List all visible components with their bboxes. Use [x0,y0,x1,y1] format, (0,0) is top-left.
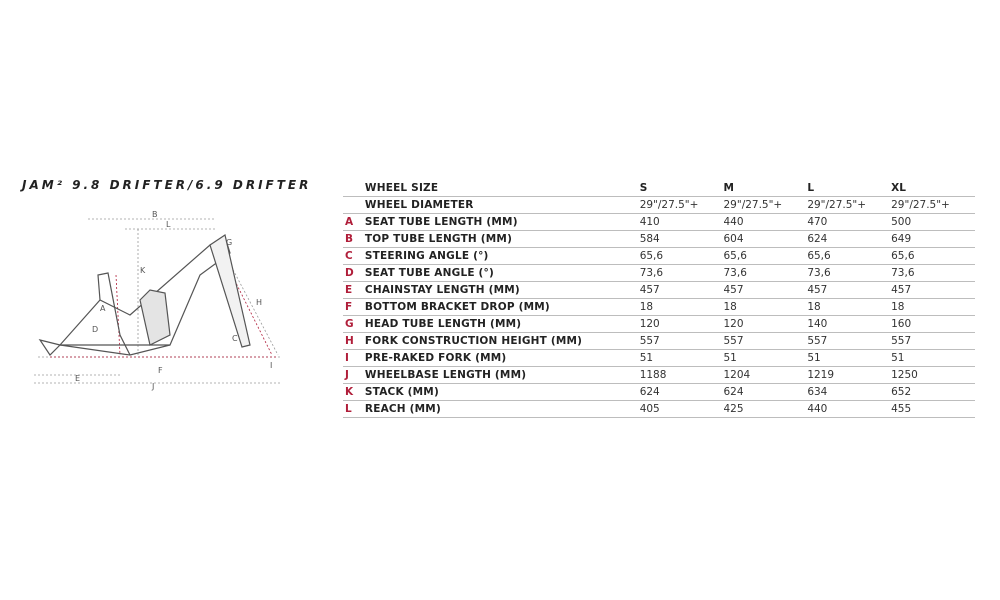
header-size-xl: XL [891,182,906,194]
value-s: 65,6 [639,250,664,262]
row-letter [343,197,365,214]
label-i: I [270,361,273,370]
table-row [343,197,975,214]
value-xl: 649 [891,233,912,245]
row-letter: C [345,250,353,262]
table-row [343,299,975,316]
value-xl: 18 [891,301,905,313]
row-letter: D [345,267,354,279]
value-m: 65,6 [723,250,747,262]
table-row [343,333,975,350]
row-label: BOTTOM BRACKET DROP (MM) [364,301,550,313]
value-xl: 457 [891,284,912,296]
value-s: 624 [639,386,660,398]
value-s: 457 [639,284,660,296]
value-m: 51 [723,352,737,364]
value-l: 65,6 [807,250,831,262]
table-row [343,214,975,231]
row-label: SEAT TUBE ANGLE (°) [364,267,495,279]
value-xl: 500 [891,216,912,228]
value-m: 29"/27.5"+ [723,199,783,211]
value-m: 18 [723,301,737,313]
value-l: 18 [807,301,821,313]
row-letter: A [345,216,354,228]
row-letter: H [345,335,354,347]
value-l: 634 [807,386,828,398]
row-label: STACK (MM) [364,386,439,398]
header-size-m: M [723,182,734,194]
value-m: 624 [723,386,744,398]
value-s: 73,6 [639,267,664,279]
value-s: 51 [639,352,654,364]
row-label: WHEEL DIAMETER [364,199,474,211]
label-f: F [158,366,163,375]
row-label: WHEELBASE LENGTH (MM) [364,369,527,381]
row-letter: G [345,318,354,330]
value-l: 457 [807,284,828,296]
table-row [343,248,975,265]
row-letter: L [345,403,352,415]
value-m: 73,6 [723,267,747,279]
label-l: L [166,220,171,229]
row-letter: K [345,386,354,398]
value-s: 120 [639,318,660,330]
value-m: 120 [723,318,744,330]
value-l: 557 [807,335,828,347]
value-m: 457 [723,284,744,296]
row-label: PRE-RAKED FORK (MM) [364,352,507,364]
label-a: A [100,304,106,313]
row-label: FORK CONSTRUCTION HEIGHT (MM) [364,335,583,347]
table-header-row [343,180,975,197]
value-l: 440 [807,403,828,415]
row-letter: J [345,369,349,381]
header-size-s: S [639,182,648,194]
table-row [343,401,975,418]
value-m: 440 [723,216,744,228]
table-row [343,384,975,401]
value-l: 51 [807,352,821,364]
label-d: D [92,325,99,334]
row-label: STEERING ANGLE (°) [364,250,489,262]
row-letter: I [345,352,349,364]
value-l: 624 [807,233,828,245]
row-letter: F [345,301,353,313]
label-b: B [152,210,158,219]
value-xl: 160 [891,318,912,330]
row-label: HEAD TUBE LENGTH (MM) [364,318,522,330]
value-m: 425 [723,403,744,415]
row-letter: B [345,233,354,245]
label-e: E [75,374,81,383]
value-xl: 51 [891,352,905,364]
geometry-table [343,180,975,418]
value-s: 584 [639,233,660,245]
value-s: 410 [639,216,660,228]
row-letter: E [345,284,353,296]
header-label: WHEEL SIZE [364,182,439,194]
row-label: REACH (MM) [364,403,441,415]
page-title: JAM² 9.8 DRIFTER/6.9 DRIFTER [22,178,312,192]
value-m: 1204 [723,369,751,381]
value-xl: 557 [891,335,912,347]
value-m: 604 [723,233,744,245]
row-label: SEAT TUBE LENGTH (MM) [364,216,518,228]
value-xl: 1250 [891,369,918,381]
table-row [343,265,975,282]
value-l: 1219 [807,369,835,381]
value-m: 557 [723,335,744,347]
value-xl: 73,6 [891,267,915,279]
value-l: 140 [807,318,828,330]
value-l: 29"/27.5"+ [807,199,867,211]
value-s: 29"/27.5"+ [639,199,699,211]
value-xl: 455 [891,403,912,415]
table-row [343,316,975,333]
label-g: G [226,238,233,247]
label-h: H [256,298,263,307]
header-size-l: L [807,182,815,194]
frame-geometry-diagram [20,205,310,405]
table-row [343,350,975,367]
value-s: 557 [639,335,660,347]
table-row [343,367,975,384]
label-c: C [232,334,238,343]
row-label: CHAINSTAY LENGTH (MM) [364,284,520,296]
value-xl: 29"/27.5"+ [891,199,950,211]
value-l: 470 [807,216,828,228]
label-j: J [152,382,155,391]
value-xl: 65,6 [891,250,915,262]
value-l: 73,6 [807,267,831,279]
table-row [343,231,975,248]
table-row [343,282,975,299]
value-s: 1188 [639,369,667,381]
value-s: 18 [639,301,654,313]
value-xl: 652 [891,386,912,398]
row-label: TOP TUBE LENGTH (MM) [364,233,513,245]
label-k: K [140,266,146,275]
value-s: 405 [639,403,660,415]
